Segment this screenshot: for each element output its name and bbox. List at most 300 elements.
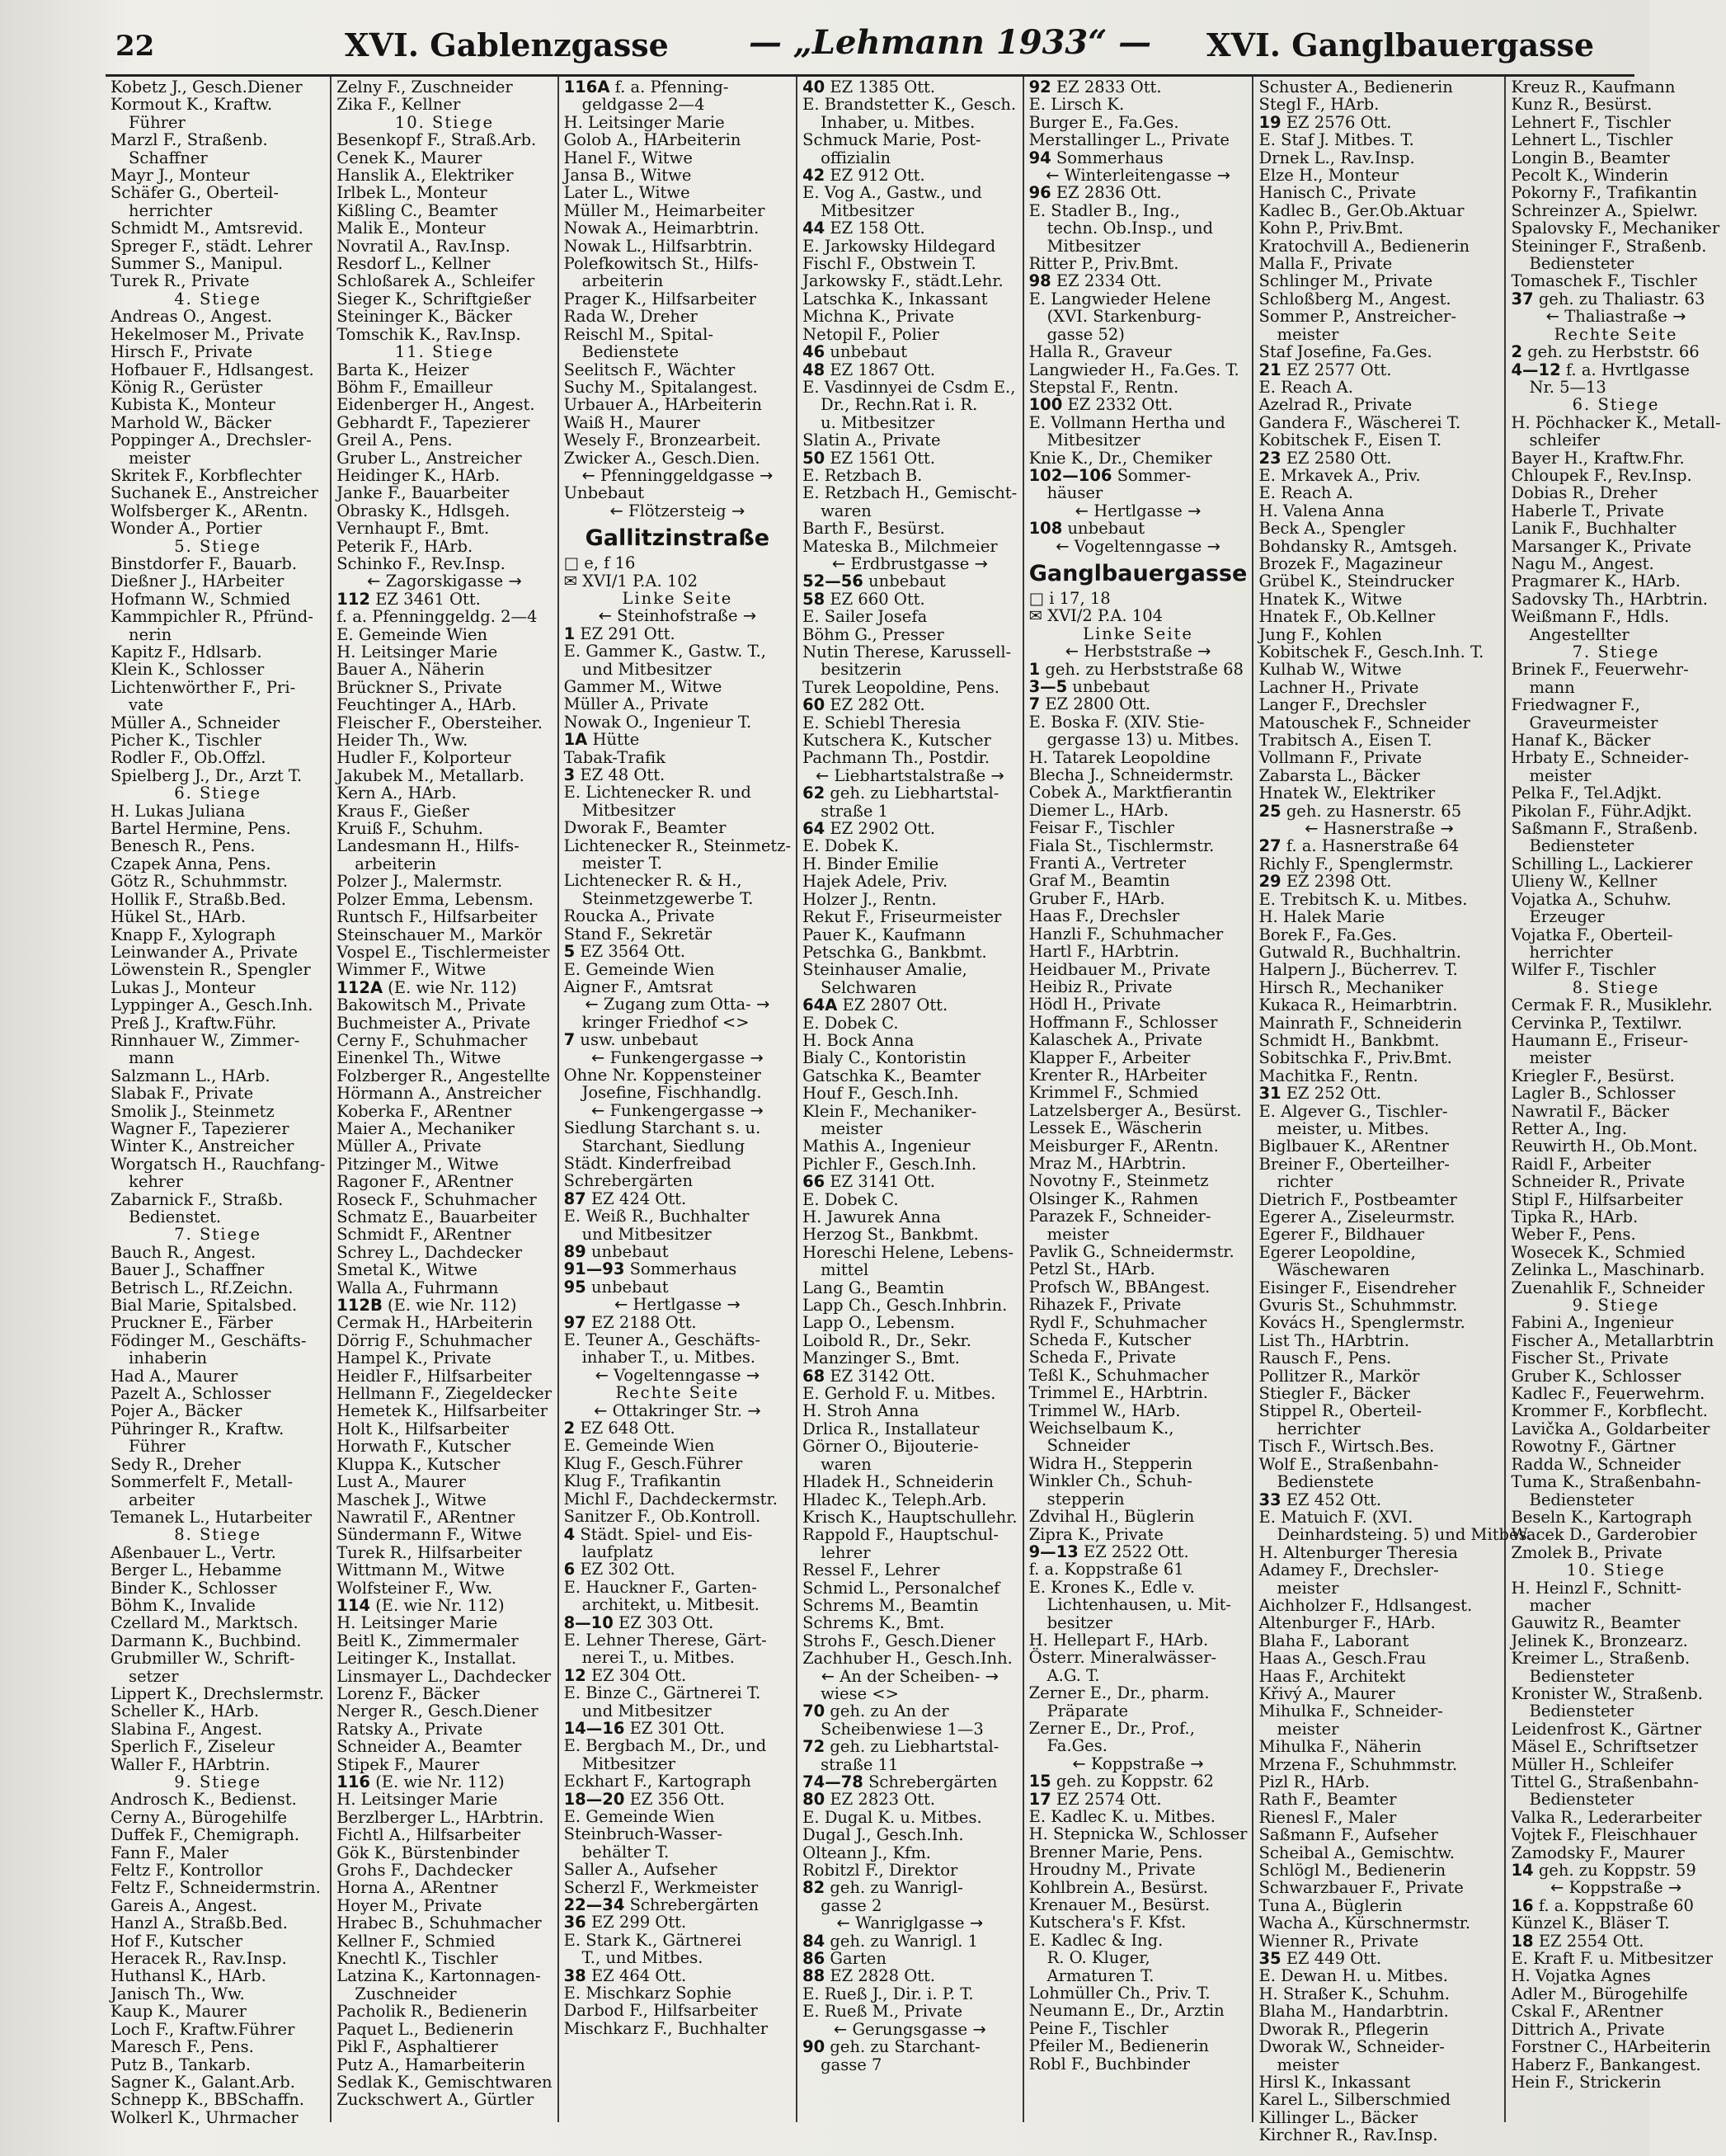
cross-street-name: Koppstraße [1090,1754,1186,1773]
resident-entry: Pühringer R., Kraftw. [111,1419,285,1438]
resident-entry: Cenek K., Maurer [336,148,482,167]
resident-entry: Křivý A., Maurer [1258,1683,1395,1703]
house-info: EZ 2828 Ott. [825,1966,936,1986]
resident-entry: Kohn P., Priv.Bmt. [1258,219,1404,238]
resident-entry: Gruber K., Schlosser [1511,1366,1681,1386]
resident-entry: Gatschka K., Beamter [802,1066,981,1085]
resident-entry: Krenter R., HArbeiter [1028,1065,1207,1085]
resident-entry: Friedwagner F., [1511,695,1640,715]
resident-entry: Cskal F., ARentner [1511,2002,1663,2022]
resident-entry: Tittel G., Straßenbahn- [1511,1772,1699,1791]
resident-entry: E. Mischkarz Sophie [563,1984,732,2003]
house-entry [1258,803,1499,820]
resident-entry: Meisburger F., ARentn. [1028,1136,1219,1156]
resident-entry: Lorenz F., Bäcker [336,1683,480,1703]
cross-street [802,767,1017,784]
cross-street-name: Herbststraße [1084,642,1192,661]
house-entry [1258,450,1499,467]
house-entry [564,1967,791,1984]
resident-entry: Mraz M., HArbtrin. [1028,1153,1187,1173]
resident-entry: Kern A., HArb. [336,784,457,803]
resident-entry: Hajek Adele, Priv. [802,872,948,892]
resident-entry: Bialy C., Kontoristin [802,1048,966,1068]
house-number: 40 [802,78,825,97]
entry-continuation: wiese <> [821,1683,899,1703]
resident-entry: Elze H., Monteur [1258,166,1399,186]
resident-entry: Binder K., Schlosser [111,1578,277,1598]
house-info: EZ 2554 Ott. [1533,1931,1644,1951]
resident-entry: Pichler F., Gesch.Inh. [802,1154,977,1174]
resident-entry: Halpern J., Bücherrev. T. [1258,960,1458,980]
resident-entry: Lyppinger A., Gesch.Inh. [111,996,313,1015]
cross-street [336,572,552,590]
house-info: Schrebergärten [863,1772,998,1791]
resident-entry: Mainrath F., Schneiderin [1258,1013,1462,1033]
resident-entry: E. Algever G., Tischler- [1258,1101,1448,1121]
resident-entry: Hnatek W., Elektriker [1258,784,1436,803]
resident-entry: Leinwander A., Private [111,942,299,962]
resident-entry: Krenauer M., Besürst. [1028,1895,1211,1915]
resident-entry: Wolf E., Straßenbahn- [1258,1454,1439,1474]
resident-entry: Bartel Hermine, Pens. [111,819,291,839]
resident-entry: E. Kadlec K. u. Mitbes. [1028,1807,1216,1826]
house-info: EZ 452 Ott. [1281,1490,1382,1509]
house-number: 38 [563,1965,586,1985]
entry-continuation: Selchwaren [821,977,917,997]
resident-entry: Staf Josefine, Fa.Ges. [1258,342,1432,362]
house-entry [1029,272,1248,290]
resident-entry: Götz R., Schuhmmstr. [111,872,289,892]
cross-street [1029,502,1248,520]
resident-entry: E. Stadler B., Ing., [1028,200,1180,220]
entry-continuation: offizialin [821,148,891,167]
cross-street [1029,167,1248,184]
resident-entry: E. Teuner A., Geschäfts- [563,1330,761,1350]
entry-continuation: Bedienstet. [129,1207,222,1226]
resident-entry: Ragoner F., ARentner [336,1172,514,1192]
resident-entry: Holt K., Hilfsarbeiter [336,1419,510,1438]
house-entry [564,1791,791,1808]
resident-entry: E. Lirsch K. [1028,95,1125,115]
entry-continuation: herrichter [1277,1419,1361,1438]
resident-entry: Egerer F., Bildhauer [1258,1225,1425,1245]
house-entry [802,591,1017,608]
house-info: EZ 2800 Ott. [1040,694,1151,714]
directory-column [1506,77,1725,2122]
resident-entry: Kapitz F., Hdlsarb. [111,643,262,661]
resident-entry: Lapp Ch., Gesch.Inhbrin. [802,1296,1008,1316]
resident-entry: Lanik F., Buchhalter [1511,519,1677,539]
resident-entry: Rausch F., Pens. [1258,1349,1392,1368]
house-number: 100 [1028,395,1063,415]
resident-entry: Pikl F., Asphaltierer [336,2037,498,2057]
resident-entry: Janisch Th., Ww. [111,1984,245,2003]
resident-entry: Wacek D., Garderobier [1511,1525,1697,1545]
resident-entry: Cervinka P., Textilwr. [1511,1013,1682,1033]
resident-entry: Temanek L., Hutarbeiter [111,1507,313,1527]
resident-entry: Fleischer F., Obersteiher. [336,713,543,732]
resident-entry: Beseln K., Kartograph [1511,1507,1692,1527]
resident-entry: Nawratil F., ARentner [336,1507,515,1527]
house-entry [1029,1791,1248,1808]
cross-street-name: Hasnerstraße [1323,819,1436,839]
arrow-left-icon: ← [1072,1754,1091,1773]
resident-entry: Lapp O., Lebensm. [802,1313,956,1333]
resident-entry: Lichtenwörther F., Pri- [111,677,296,697]
resident-entry: Wosecek K., Schmied [1511,1242,1686,1262]
resident-entry: Cerny A., Bürogehilfe [111,1807,287,1827]
resident-entry: Dworak R., Pflegerin [1258,2019,1429,2039]
house-number: 91—93 [563,1259,625,1279]
resident-entry: Pollitzer R., Markör [1258,1366,1420,1386]
resident-entry: Hödl H., Private [1028,995,1161,1014]
resident-entry: Rienesl F., Maler [1258,1807,1397,1827]
entry-continuation: Wäschewaren [1277,1260,1390,1280]
resident-entry: Gruber F., HArb. [1028,888,1165,908]
house-entry [564,1667,791,1684]
house-number: 18 [1511,1931,1534,1951]
cross-street-name: Hertlgasse [633,1295,722,1315]
resident-entry: Polefkowitsch St., Hilfs- [563,254,759,274]
house-number: 14 [1511,1861,1534,1881]
resident-entry: Drnek L., Rav.Insp. [1258,148,1415,167]
house-info: Hütte [587,730,640,750]
entry-continuation: Führer [129,1437,186,1457]
house-info: EZ 648 Ott. [575,1419,675,1438]
resident-entry: □ e, f 16 [563,553,636,573]
resident-entry: Hofmann W., Schmied [111,589,291,609]
resident-entry: Hudler F., Kolporteur [336,748,511,768]
house-info: EZ 2807 Ott. [837,996,948,1015]
resident-entry: Fann F., Maler [111,1843,228,1862]
house-info: EZ 3141 Ott. [825,1172,936,1192]
resident-entry: Wolkerl K., Uhrmacher [111,2107,299,2127]
header-directory-title: — „Lehmann 1933“ — [749,23,1152,62]
entry-continuation: besitzer [1046,1612,1112,1632]
resident-entry: Lehnert F., Tischler [1511,112,1671,132]
resident-entry: f. a. Koppstraße 61 [1028,1560,1184,1579]
resident-entry: Bauer J., Schaffner [111,1260,265,1280]
house-info: EZ 464 Ott. [586,1965,687,1985]
entry-continuation: mann [129,1048,175,1068]
arrow-left-icon: ← [595,1365,614,1385]
resident-entry: Obrasky K., Hdlsgeh. [336,501,510,520]
resident-entry: Wienner R., Private [1258,1931,1419,1951]
cross-street [1029,1755,1248,1772]
resident-entry: Urbauer A., HArbeiterin [563,395,762,415]
house-info: EZ 301 Ott. [624,1718,725,1738]
cross-street-name: An der Scheiben- [839,1666,981,1686]
resident-entry: Rekut F., Friseurmeister [802,907,1002,927]
resident-entry: Zwicker A., Gesch.Dien. [563,448,760,468]
resident-entry: Rath F., Beamter [1258,1790,1397,1810]
resident-entry: Darmann K., Buchbind. [111,1631,302,1650]
entry-continuation: Lichtenhausen, u. Mit- [1046,1595,1232,1615]
house-entry [564,1419,791,1437]
resident-entry: Blaha M., Handarbtrin. [1258,2002,1449,2022]
resident-entry: Egerer A., Ziseleurmstr. [1258,1207,1456,1226]
resident-entry: E. Sailer Josefa [802,607,928,627]
house-info: (E. wie Nr. 112) [382,1296,517,1316]
resident-entry: Zdvihal H., Büglerin [1028,1507,1195,1527]
resident-entry: Fichtl A., Hilfsarbeiter [336,1825,521,1845]
resident-entry: Fischer A., Metallarbtrin [1511,1330,1714,1350]
resident-entry: Suchanek E., Anstreicher [111,483,318,503]
resident-entry: Lichtenecker R. & H., [563,871,742,891]
arrow-right-icon: → [741,1365,760,1385]
entry-continuation: inhaberin [129,1349,208,1368]
resident-entry: Lessek E., Wäscherin [1028,1118,1202,1138]
resident-entry: Kormout K., Kraftw. [111,95,273,115]
resident-entry: Wonder A., Portier [111,519,262,539]
entry-continuation: geldgasse 2—4 [581,95,705,115]
resident-entry: Dießner J., HArbeiter [111,572,285,591]
entry-continuation: Bediensteter [1529,1702,1634,1721]
house-number: 19 [1258,112,1282,132]
resident-entry: Biglbauer K., ARentner [1258,1137,1449,1156]
resident-entry: Waller F., HArbtrin. [111,1754,270,1774]
resident-entry: H. Binder Emilie [802,854,939,873]
resident-entry: Schäfer G., Oberteil- [111,183,279,203]
resident-entry: Saller A., Aufseher [563,1860,717,1880]
stair-heading: 9. Stiege [174,1772,262,1791]
entry-continuation: gasse 7 [821,2055,882,2074]
cross-street [564,1367,791,1384]
side-heading: Linke Seite [1083,624,1193,643]
resident-entry: Einenkel Th., Witwe [336,1048,501,1068]
resident-entry: Cermak H., HArbeiterin [336,1313,533,1333]
resident-entry: Berzlberger L., HArbtrin. [336,1807,544,1827]
resident-entry: Kraus F., Gießer [336,801,469,821]
resident-entry: Schwarzbauer F., Private [1258,1878,1464,1898]
resident-entry: Cermak F. R., Musiklehr. [1511,996,1713,1015]
resident-entry: Maresch F., Pens. [111,2037,254,2057]
resident-entry: Sommer P., Anstreicher- [1258,307,1456,327]
resident-entry: Müller A., Private [563,694,709,714]
cross-street [564,467,791,484]
resident-entry: E. Mrkavek A., Priv. [1258,465,1421,485]
resident-entry: Preß J., Kraftw.Führ. [111,1013,277,1033]
resident-entry: Golob A., HArbeiterin [563,130,741,150]
arrow-right-icon: → [1663,1878,1682,1898]
stair-heading: 11. Stiege [394,342,495,362]
resident-entry: f. a. Pfenninggeldg. 2—4 [336,607,538,627]
entry-continuation: Nr. 5—13 [1529,377,1606,397]
resident-entry: E. Dobek C. [802,1013,899,1033]
resident-entry: Sobitschka F., Priv.Bmt. [1258,1048,1452,1068]
resident-entry: Buchmeister A., Private [336,1013,531,1033]
house-entry [1029,78,1248,96]
resident-entry: Runtsch F., Hilfsarbeiter [336,907,538,927]
resident-entry: Darbod F., Hilfsarbeiter [563,2001,758,2021]
resident-entry: Houf F., Gesch.Inh. [802,1084,959,1104]
resident-entry: Scheda F., Private [1028,1348,1177,1368]
resident-entry: Kreuz R., Kaufmann [1511,78,1676,97]
arrow-right-icon: → [503,572,522,591]
house-info: geh. zu Liebhartstal- [825,784,999,803]
entry-continuation: Starchant, Siedlung [581,1136,745,1156]
cross-street [802,555,1017,572]
house-number: 96 [1028,183,1051,203]
arrow-right-icon: → [985,765,1004,785]
arrow-left-icon: ← [815,765,835,785]
entry-continuation: Josefine, Fischhandlg. [581,1083,762,1103]
resident-entry: Vospel E., Tischlermeister [336,942,550,962]
resident-entry: Hartl F., HArbtrin. [1028,942,1179,962]
resident-entry: Retter A., Ing. [1511,1118,1628,1138]
resident-entry: Hof F., Kutscher [111,1931,243,1951]
cross-street-name: Ottakringer Str. [612,1400,743,1420]
arrow-left-icon: ← [1065,642,1084,661]
resident-entry: Valka R., Lederarbeiter [1511,1807,1702,1827]
resident-entry: Besenkopf F., Straß.Arb. [336,130,537,150]
resident-entry: Novotny F., Steinmetz [1028,1171,1209,1191]
entry-continuation: meister [1529,1048,1592,1068]
resident-entry: Hirsch R., Mechaniker [1258,977,1444,997]
resident-entry: Hanzli F., Schuhmacher [1028,924,1224,944]
resident-entry: Schloßberg M., Angest. [1258,289,1451,308]
resident-entry: Kadlec B., Ger.Ob.Aktuar [1258,200,1465,220]
resident-entry: Mihulka F., Schneider- [1258,1702,1443,1721]
stair-heading: 8. Stiege [174,1525,262,1545]
resident-entry: Robitzl F., Direktor [802,1861,958,1881]
entry-continuation: Inhaber, u. Mitbes. [821,112,976,132]
stair-heading: 9. Stiege [1572,1296,1660,1316]
entry-continuation: Bedienstete [581,342,680,362]
resident-entry: Zuckschwert A., Gürtler [336,2090,534,2110]
resident-entry: Malik E., Monteur [336,219,486,238]
resident-entry: E. Lehner Therese, Gärt- [563,1630,767,1650]
house-info: EZ 304 Ott. [586,1665,687,1685]
house-entry [1511,1862,1720,1879]
resident-entry: Hein F., Strickerin [1511,2072,1662,2092]
resident-entry: Pruckner E., Färber [111,1313,273,1333]
resident-entry: Knechtl K., Tischler [336,1949,498,1969]
resident-entry: Teßl K., Schuhmacher [1028,1365,1209,1385]
house-number: 1 [563,624,576,643]
resident-entry: Saßmann F., Straßenb. [1511,819,1698,839]
resident-entry: E. Schiebl Theresia [802,713,962,732]
resident-entry: Rihazek F., Private [1028,1295,1182,1315]
resident-entry: Scheller K., HArb. [111,1702,260,1721]
resident-entry: Hirsl K., Inkassant [1258,2072,1411,2092]
entry-continuation: Armaturen T. [1046,1965,1155,1985]
arrow-left-icon: ← [1550,1878,1569,1898]
house-entry [802,1932,1017,1950]
entry-continuation: besitzerin [821,660,902,680]
entry-continuation: architekt, u. Mitbesit. [581,1595,760,1615]
house-info: EZ 48 Ott. [575,765,665,785]
entry-continuation: Führer [129,112,186,132]
resident-entry: Bauer A., Näherin [336,660,485,680]
resident-entry: Slabak F., Private [111,1084,254,1104]
resident-entry: Eidenberger H., Angest. [336,395,535,415]
resident-entry: Fiala St., Tischlermstr. [1028,836,1215,855]
resident-entry: E. Gammer K., Gastw. T., [563,642,767,661]
resident-entry: Breiner F., Oberteilher- [1258,1154,1450,1174]
resident-entry: Krommer F., Korbflecht. [1511,1401,1708,1421]
house-number: 7 [1028,694,1041,714]
cross-street-name: Pfenninggeldgasse [600,465,755,485]
resident-entry: Stepstal F., Rentn. [1028,377,1179,397]
house-entry [802,1738,1017,1755]
resident-entry: Killinger L., Bäcker [1258,2107,1418,2127]
house-entry [802,361,1017,379]
resident-entry: Maschek J., Witwe [336,1490,487,1509]
resident-entry: Hladec K., Teleph.Arb. [802,1490,987,1509]
resident-entry: Feltz F., Schneidermstrin. [111,1878,321,1898]
resident-entry: Michl F., Dachdeckermstr. [563,1489,778,1509]
entry-continuation: Zuschneider [355,1984,457,2003]
resident-entry: Roucka A., Private [563,906,715,926]
resident-entry: Steinbruch-Wasser- [563,1824,722,1844]
resident-entry: Pikolan F., Führ.Adjkt. [1511,801,1692,821]
resident-entry: Horeschi Helene, Lebens- [802,1242,1014,1262]
house-info: EZ 2522 Ott. [1078,1542,1189,1561]
resident-entry: Hanel F., Witwe [563,148,693,167]
resident-entry: Künzel K., Bläser T. [1511,1914,1670,1933]
resident-entry: Burger E., Fa.Ges. [1028,112,1179,132]
resident-entry: Klug F., Trafikantin [563,1471,722,1491]
page-number: 22 [115,30,155,63]
resident-entry: Hoyer M., Private [336,1895,482,1915]
resident-entry: Schmuck Marie, Post- [802,130,981,150]
arrow-right-icon: → [745,1100,764,1120]
resident-entry: Pazelt A., Schlosser [111,1384,271,1404]
resident-entry: Hörmann A., Anstreicher [336,1084,542,1104]
stair-heading: 6. Stiege [1572,395,1660,415]
arrow-left-icon: ← [598,606,618,626]
entry-continuation: Mitbesitzer [1046,236,1140,256]
resident-entry: Gruber L., Anstreicher [336,448,522,468]
resident-entry: Klapper F., Arbeiter [1028,1047,1191,1067]
resident-entry: Schrems M., Beamtin [802,1595,979,1615]
resident-entry: Vojatka A., Schuhw. [1511,889,1672,909]
resident-entry: Hrbaty E., Schneider- [1511,748,1689,768]
resident-entry: Sündermann F., Witwe [336,1525,522,1545]
stair-heading: 7. Stiege [1572,643,1660,661]
entry-continuation: macher [1529,1595,1591,1615]
resident-entry: Lavička A., Goldarbeiter [1511,1419,1710,1438]
resident-entry: Machitka F., Rentn. [1258,1066,1418,1085]
entry-continuation: Bediensteter [1529,1490,1634,1509]
house-entry [802,1702,1017,1720]
house-entry [1258,1085,1499,1102]
resident-entry: Brinek F., Feuerwehr- [1511,660,1689,680]
entry-continuation: herrichter [129,200,213,220]
house-entry [564,943,791,960]
house-entry [1258,1491,1499,1509]
house-number: 2 [1511,342,1523,362]
resident-entry: Altenburger F., HArb. [1258,1613,1436,1633]
resident-entry: Dörrig F., Schuhmacher [336,1330,532,1350]
house-number: 29 [1258,872,1282,892]
resident-entry: Brenner Marie, Pens. [1028,1842,1203,1862]
resident-entry: Hükel St., HArb. [111,907,247,927]
resident-entry: E. Lichtenecker R. und [563,783,751,803]
header-right-street: XVI. Ganglbauergasse [1206,26,1595,64]
resident-entry: Siedlung Starchant s. u. [563,1118,761,1138]
house-number: 74—78 [802,1772,863,1791]
resident-entry: E. Binze C., Gärtnerei T. [563,1683,761,1703]
house-info: f. a. Hvrtlgasse [1560,360,1690,379]
resident-entry: Nowak A., Heimarbtrin. [563,219,760,238]
house-info: EZ 2576 Ott. [1281,112,1392,132]
house-info: EZ 299 Ott. [586,1913,687,1932]
resident-entry: Kirchner R., Rav.Insp. [1258,2125,1438,2145]
house-info: geh. zu Wanrigl. 1 [825,1931,979,1951]
resident-entry: Schlögl M., Bedienerin [1258,1861,1446,1881]
